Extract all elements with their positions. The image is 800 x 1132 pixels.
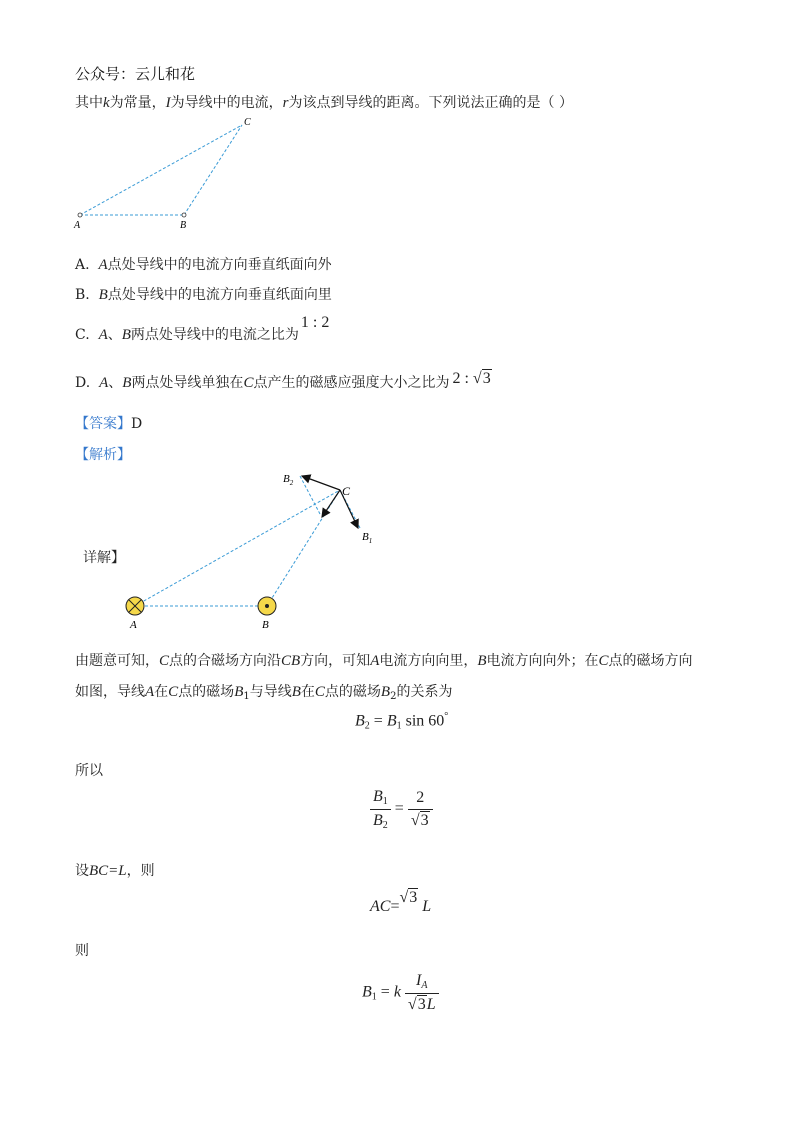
para-text: 在	[154, 684, 169, 700]
para-text: 在	[300, 684, 315, 700]
para-text: 电流方向向外；在	[486, 653, 599, 669]
equation-b1	[362, 972, 439, 1014]
para-text: 电流方向向里，	[379, 653, 478, 669]
option-text: 、	[107, 327, 122, 343]
para-sub: 2	[390, 691, 397, 702]
wire-b-out-of-page	[258, 597, 276, 615]
option-text: 点处导线中的电流方向垂直纸面向里	[107, 287, 332, 303]
eq-var: L	[422, 898, 432, 915]
para-var: B	[380, 684, 391, 700]
option-var: B	[121, 327, 131, 343]
ratio-math: 2 : √3	[452, 370, 491, 387]
radicand: 3	[482, 370, 491, 387]
vector-b2	[302, 476, 340, 490]
analysis-paragraph-1	[75, 652, 693, 670]
label-a: A	[130, 619, 137, 631]
eq-sign: =	[390, 800, 408, 818]
point-b	[182, 213, 186, 217]
para-text: 如图，导线	[75, 684, 145, 700]
option-prefix: A.	[75, 257, 90, 273]
option-prefix: B.	[75, 287, 90, 303]
para-text: 与导线	[249, 684, 292, 700]
para-var: C	[168, 684, 179, 700]
intro-var-k: k	[103, 95, 110, 111]
label-c: C	[342, 484, 351, 498]
para-var: A	[370, 653, 380, 669]
eq-sqrt: √3	[399, 889, 418, 906]
ratio-left: 2 :	[452, 370, 469, 387]
ratio-math: 1 : 2	[300, 314, 330, 331]
eq-var: B	[355, 712, 365, 730]
point-a	[78, 213, 82, 217]
para-text: 点的磁场方向	[608, 653, 693, 669]
option-var: B	[98, 287, 108, 303]
equation-ratio	[370, 788, 433, 831]
label-c: C	[244, 117, 251, 128]
eq-var: AC	[370, 898, 391, 915]
label-b2: $B_2$	[283, 473, 294, 487]
analysis-paragraph-2	[75, 683, 452, 706]
analysis-tag: 【解析】	[75, 447, 131, 463]
label-a: A	[74, 220, 81, 231]
eq-sub: 2	[364, 720, 370, 732]
brand-title: 公众号：云儿和花	[75, 65, 196, 83]
option-var: A	[98, 257, 108, 273]
answer-tag: 【答案】	[75, 416, 131, 432]
eq-var: k	[393, 983, 401, 1001]
intro-text: 为导线中的电流，	[170, 95, 283, 111]
label-b1: $B_1$	[362, 531, 373, 545]
option-prefix: C.	[75, 327, 90, 343]
vector-resultant	[322, 490, 340, 517]
intro-text: 其中	[75, 95, 103, 111]
option-c	[75, 314, 330, 344]
option-text: 两点处导线单独在	[131, 375, 244, 391]
para-var: B	[234, 684, 244, 700]
eq-sign: =	[369, 712, 387, 730]
eq-deg: °	[444, 711, 449, 722]
then-text: 则	[75, 943, 89, 959]
option-a	[75, 256, 332, 274]
option-var: A	[98, 327, 108, 343]
para-var: C	[159, 653, 170, 669]
para-var: B	[291, 684, 301, 700]
detail-label: 详解】	[83, 550, 125, 566]
option-text: 点处导线中的电流方向垂直纸面向外	[107, 257, 332, 273]
para-var: A	[145, 684, 155, 700]
question-triangle-figure	[70, 112, 260, 237]
para-text: 方向，可知	[300, 653, 371, 669]
para-text: ，则	[126, 863, 155, 879]
eq-var: B	[386, 712, 397, 730]
label-b: B	[180, 220, 187, 231]
para-text: 的关系为	[396, 684, 453, 700]
option-var: A	[99, 375, 109, 391]
fraction-2-sqrt3: $\frac{2}{√3}$	[408, 789, 433, 830]
equation-b2-b1-sin60	[355, 711, 448, 731]
option-d	[75, 370, 492, 392]
wire-a-into-page	[126, 597, 144, 615]
fraction-ia-sqrt3l: $\frac{I_A}{√3L}$	[405, 972, 439, 1014]
eq-sub: 1	[396, 720, 402, 732]
eq-fn: sin 60	[401, 712, 445, 730]
intro-var-i: I	[165, 95, 171, 111]
para-var: C	[598, 653, 609, 669]
eq-sub: 1	[371, 991, 377, 1003]
intro-var-r: r	[282, 95, 289, 111]
para-text: 点的磁场	[324, 684, 381, 700]
intro-text: 为常量，	[109, 95, 166, 111]
answer-row	[75, 415, 142, 433]
option-b	[75, 286, 332, 304]
para-text: 设	[75, 863, 89, 879]
option-var: C	[243, 375, 254, 391]
segment-ac	[135, 490, 340, 606]
question-intro	[75, 94, 573, 112]
para-var: CB	[281, 653, 301, 669]
option-text: 点产生的磁感应强度大小之比为	[253, 375, 450, 391]
para-text: 由题意可知，	[75, 653, 159, 669]
intro-text: 为该点到导线的距离。下列说法正确的是（ ）	[288, 95, 573, 111]
option-prefix: D.	[75, 375, 91, 391]
equation-ac	[370, 889, 432, 916]
fraction-b1-b2: $\frac{B_1}{B_2}$	[370, 788, 391, 831]
option-text: 、	[108, 375, 123, 391]
label-b: B	[262, 619, 269, 631]
para-var: BC=L	[89, 863, 127, 879]
para-text: 点的磁场	[178, 684, 235, 700]
option-var: B	[122, 375, 132, 391]
para-sub: 1	[243, 691, 250, 702]
segment-bc	[184, 125, 242, 215]
set-bc-text	[75, 862, 155, 880]
eq-sign: =	[376, 983, 394, 1001]
para-text: 点的合磁场方向沿	[169, 653, 282, 669]
eq-var: B	[362, 983, 372, 1001]
eq-sign: =	[390, 898, 400, 915]
option-text: 两点处导线中的电流之比为	[130, 327, 299, 343]
so-text: 所以	[75, 763, 103, 779]
segment-ac	[80, 125, 242, 215]
para-var: C	[314, 684, 325, 700]
analysis-vector-figure	[110, 462, 400, 642]
answer-value: D	[131, 416, 143, 432]
para-var: B	[477, 653, 487, 669]
